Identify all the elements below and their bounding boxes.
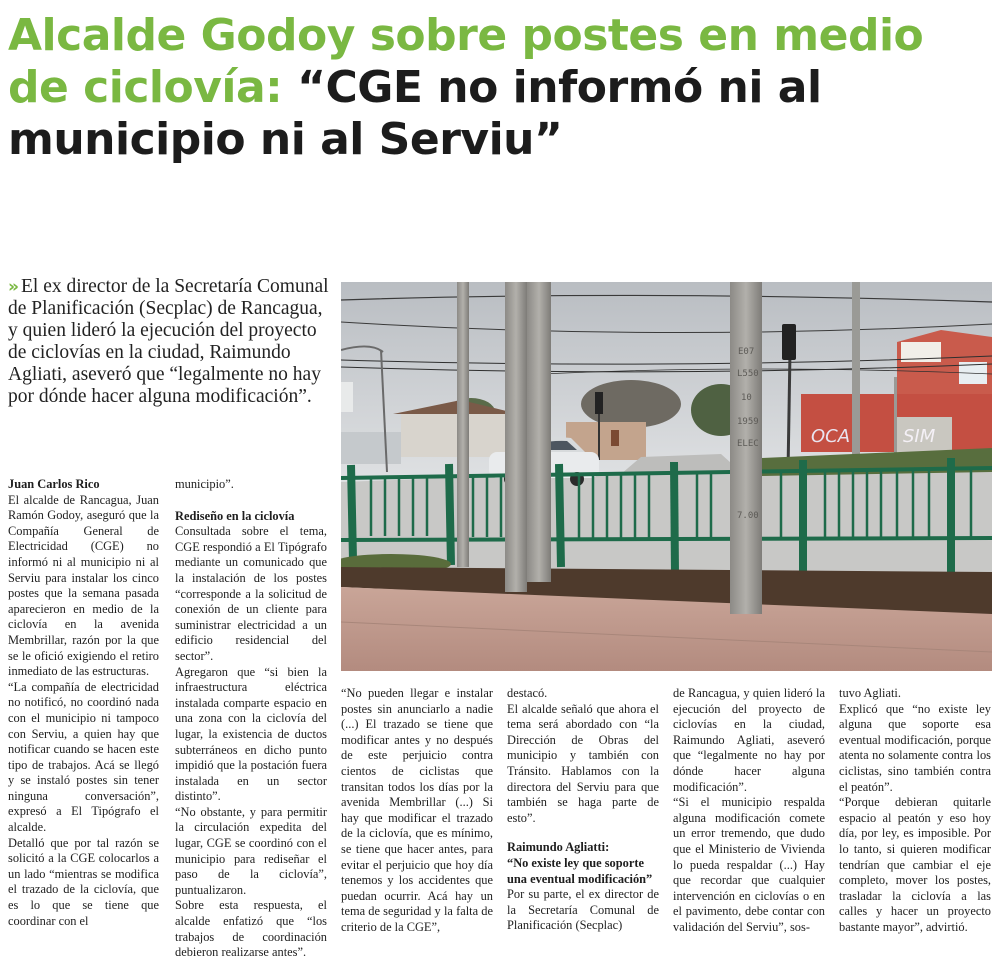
paragraph: municipio”. [175,477,234,491]
pole-marking: ELEC [737,439,759,449]
paragraph: tuvo Agliati. [839,686,901,700]
paragraph: de Rancagua, y quien lideró la ejecución del proyecto de ciclovías en la ciudad, Raimundo Agliati, aseveró que “legalmente no hay por dónde hacer alguna modificación”. [673,686,825,794]
article-column-1 [8,477,159,929]
svg-text:SIM: SIM [903,426,936,447]
paragraph: El alcalde de Rancagua, Juan Ramón Godoy, aseguró que la Compañía General de Electricidad (CGE) no informó ni al municipio ni al Serviu para instalar los cinco postes que la semana pasada aparecieron en medio de la ciclovía en la avenida Membrillar, razón por la que se le ofició exigiendo el retiro inmediato de las estructuras. [8,492,159,679]
pole-marking: 10 [741,393,752,403]
photo-illustration [341,282,992,671]
paragraph: Detalló que por tal razón se solicitó a la CGE colocarlos a un lado “mientras se modifica el trazado de la ciclovía, que es lo que se tiene que coordinar con el [8,835,159,928]
lead-paragraph [8,276,330,408]
article-photo [341,282,992,671]
article-column-4 [507,686,659,934]
subheading: “No existe ley que soporte una eventual modificación” [507,855,653,886]
svg-text:OCA: OCA [811,426,851,447]
paragraph: “Porque debieran quitarle espacio al peatón y eso hoy día, por ley, es imposible. Por lo tanto, si quieren modificar tendrían que cambiar el eje completo, mover los postes, trasladar la ciclovía a las calles y hacer un proyecto bastante mayor”, advirtió. [839,795,991,934]
byline: Juan Carlos Rico [8,477,100,491]
article-column-6 [839,686,991,936]
paragraph: “No pueden llegar e instalar postes sin anunciarlo a nadie (...) El trazado se tiene que modificar antes y no después de este perjuicio contra cientos de ciclistas que transitan todos los días por la avenida Membrillar (...) Si hay que modificar el trazado de la ciclovía, que es mínimo, se tiene que hacer antes, para evitar el perjuicio que hoy día tenemos y los accidentes que puedan ocurrir. Acá hay un tema de seguridad y la falta de criterio de la CGE”, [341,686,493,934]
paragraph: destacó. [507,686,548,700]
headline-green: Alcalde Godoy sobre postes en medio de ciclovía: [8,10,924,113]
paragraph: “No obstante, y para permitir la circulación expedita del lugar, CGE se coordinó con el municipio para rediseñar el paso de la ciclovía”, puntualizaron. [175,804,327,897]
pole-marking: 1959 [737,417,759,427]
paragraph: Por su parte, el ex director de la Secretaría Comunal de Planificación (Secplac) [507,887,659,933]
pole-marking: 7.00 [737,511,759,521]
paragraph: “Si el municipio respalda alguna modificación comete un error tremendo, que dudo que el Ministerio de Vivienda lo pueda respaldar (...) Hay que recordar que cualquier intervención en ciclovías o en el pavimento, debe contar con validación del Serviu”, sos- [673,795,825,934]
paragraph: Sobre esta respuesta, el alcalde enfatizó que “los trabajos de coordinación debieron realizarse antes”. [175,898,327,960]
paragraph: “La compañía de electricidad no notificó, no coordinó nada con el municipio ni tampoco con Serviu, a quien hay que notificar cuando se hacen este tipo de trabajos. Acá se llegó y se instaló postes sin tener ninguna conversación”, expresó a El Tipógrafo el alcalde. [8,679,159,835]
subheading: Rediseño en la ciclovía [175,508,295,523]
headline-black: “CGE no informó ni al municipio ni al Serviu” [8,62,822,165]
paragraph: Consultada sobre el tema, CGE respondió a El Tipógrafo mediante un comunicado que la instalación de los postes “corresponde a la solicitud de conexión de un cliente para suministrar electricidad a un edificio residencial del sector”. [175,524,327,663]
lead-marker: » [8,277,19,297]
article-column-3 [341,686,493,936]
headline [8,10,993,166]
paragraph: El alcalde señaló que ahora el tema será abordado con “la Dirección de Obras del municipio y también con Tránsito. Hablamos con la directora del Serviu para que también se haga parte de esto”. [507,701,659,825]
lead-text: El ex director de la Secretaría Comunal de Planificación (Secplac) de Rancagua, y quien lideró la ejecución del proyecto de ciclovías en la ciudad, Raimundo Agliati, aseveró que “legalmente no hay por dónde hacer alguna modificación”. [8,276,329,407]
article-column-5 [673,686,825,936]
paragraph: Agregaron que “si bien la infraestructura eléctrica instalada comparte espacio en una zona con la ciclovía del lugar, la existencia de ductos subterráneos en dicho punto impidió que la postación fuera instalada en un sector distinto”. [175,664,327,804]
pole-marking: L550 [737,369,759,379]
subheading: Raimundo Agliatti: [507,840,610,855]
pole-marking: E07 [738,347,755,357]
article-column-2 [175,477,327,961]
paragraph: Explicó que “no existe ley alguna que soporte esa eventual modificación, porque atenta no solamente contra los ciclistas, sino también contra el peatón”. [839,701,991,794]
